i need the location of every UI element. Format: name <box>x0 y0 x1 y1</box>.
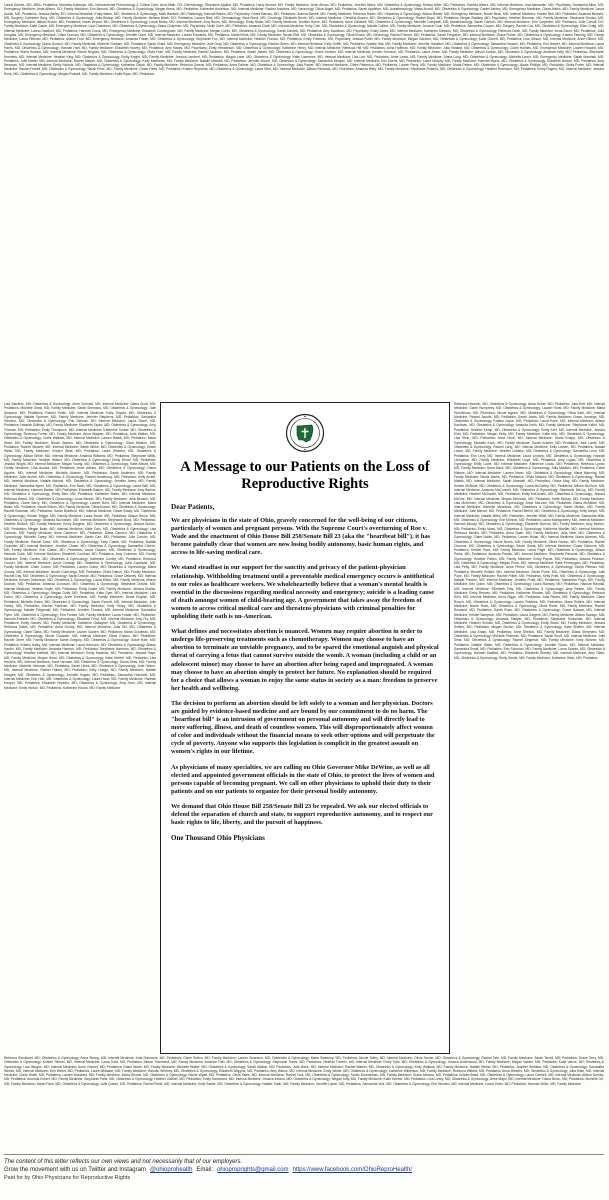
footer-email-label: Email: <box>196 1167 214 1173</box>
email-link[interactable]: ohioproprights@gmail.com <box>217 1167 289 1173</box>
letter-salutation: Dear Patients, <box>171 503 215 511</box>
page-footer <box>4 1154 604 1196</box>
open-letter-panel <box>160 402 450 1054</box>
physician-list-top: Laurel Admire, MD, MBA; Pediatrics; Marcella Adewoye, MD; Interventional Pulmonology & Critical Care; Azra Aftab, DO; Dermatology; Stephanie Aguilar, MD; Pediatrics; Harry Ahmad, MD; Family Medicine; Amin Ahsan, MD; Pediatrics; Jennifer Akers, MD; Obstetrics & Gynecology; Kelsey Alber, MD; Pediatrics; Patricia Albers, MD; Internal Medicine; Lisa Alexander, MD; Psychiatry; Samantha Allen, MD; Emergency Medicine; Anna Allison, DO; Family Medicine; Erin Almond, MD; Obstetrics & Gynecology; Megan Amos, MD; Pediatrics; Katherine Anderson, MD; Internal Medicine; Rachel Andrews, MD; Neurology; Olivia Angel, MD; Pediatrics; Sarah Appleton, MD; Anesthesiology; Maria Arnold, MD; Obstetrics & Gynecology; Daniel Ashley, MD; Emergency Medicine; Claire Atkins, MD; Family Medicine; Laura Austin, MD; Pediatrics; Jessica Bailey, DO; Internal Medicine; Emily Baker, MD; Obstetrics & Gynecology; Mark Baldwin, MD; Radiology; Hannah Banks, MD; Psychiatry; Grace Barnes, MD; Pediatrics; Joanna Barrett, MD; Family Medicine; Rebecca Bauer, MD; Obstetrics & Gynecology; Allison Baxter, MD; Emergency Medicine; Nicole Beck, MD; Internal Medicine; Kristen Bell, MD; Pediatrics; Amanda Bennett, MD; Surgery; Catherine Berg, MD; Obstetrics & Gynecology; Julia Bishop, MD; Family Medicine; Melissa Black, DO; Pediatrics; Lauren Blair, MD; Dermatology; Sara Bond, MD; Oncology; Elizabeth Booth, MD; Internal Medicine; Christina Bowen, MD; Obstetrics & Gynecology; Rachel Boyd, MD; Pediatrics; Megan Bradley, MD; Psychiatry; Heather Brennan, MD; Family Medicine; Stephanie Brooks, MD; Emergency Medicine; Allison Brown, MD; Pediatrics; Karen Bryant, MD; Obstetrics & Gynecology; Laura Burke, MD; Internal Medicine; Amy Burns, MD; Neurology; Emily Butler, MD; Family Medicine; Jennifer Byrne, MD; Pediatrics; Anne Caldwell, MD; Obstetrics & Gynecology; Michelle Campbell, MD; Anesthesiology; Sarah Carlson, MD; Internal Medicine; Erin Carpenter, MD; Pediatrics; Julie Carroll, DO; Family Medicine; Katie Carter, MD; Emergency Medicine; Lisa Chambers, MD; Obstetrics & Gynecology; Diana Chapman, MD; Psychiatry; Molly Chen, MD; Pediatrics; Amanda Clark, MD; Internal Medicine; Kelly Cole, MD; Obstetrics & Gynecology; Natalie Collins, MD; Family Medicine; Jessica Cook, MD; Pediatrics; Samantha Cooper, MD; Surgery; Rachel Cox, MD; Obstetrics & Gynecology; Ellen Craig, MD; Internal Medicine; Laura Crawford, MD; Pediatrics; Hannah Cross, MD; Emergency Medicine; Elizabeth Cunningham, MD; Family Medicine; Megan Curtis, MD; Obstetrics & Gynecology; Sarah Daniels, MD; Pediatrics; Amy Davidson, MD; Psychiatry; Emily Davis, MD; Internal Medicine; Katherine Dawson, MD; Obstetrics & Gynecology; Rebecca Dean, MD; Family Medicine; Anna Dixon, MD; Pediatrics; Julia Douglas, MD; Emergency Medicine; Claire Duncan, MD; Obstetrics & Gynecology; Jennifer Dunn, MD; Internal Medicine; Lauren Edwards, MD; Pediatrics; Maria Elliott, MD; Family Medicine; Nicole Ellis, MD; Obstetrics & Gynecology; Olivia Evans, MD; Neurology; Rachel Farmer, MD; Pediatrics; Sarah Ferguson, MD; Internal Medicine; Grace Fisher, MD; Obstetrics & Gynecology; Kristen Fleming, MD; Family Medicine; Laura Fletcher, MD; Pediatrics; Allison Ford, MD; Emergency Medicine; Amanda Foster, MD; Obstetrics & Gynecology; Stephanie Fox, MD; Internal Medicine; Heather Francis, MD; Pediatrics; Emily Freeman, MD; Psychiatry; Jessica Fuller, MD; Family Medicine; Megan Gardner, MD; Obstetrics & Gynecology; Katie Garrett, MD; Pediatrics; Lisa Gibson, MD; Internal Medicine; Anne Gilbert, MD; Obstetrics & Gynecology; Diana Gordon, MD; Family Medicine; Michelle Graham, MD; Pediatrics; Sarah Grant, MD; Emergency Medicine; Julie Gray, MD; Obstetrics & Gynecology; Rachel Green, MD; Internal Medicine; Kelly Griffin, MD; Pediatrics; Natalie Hall, MD; Family Medicine; Jennifer Hamilton, MD; Obstetrics & Gynecology; Samantha Hansen, MD; Pediatrics; Erin Harper, MD; Internal Medicine; Laura Harris, MD; Obstetrics & Gynecology; Hannah Hart, MD; Family Medicine; Elizabeth Harvey, MD; Pediatrics; Amy Hayes, MD; Psychiatry; Emily Henderson, MD; Obstetrics & Gynecology; Katherine Henry, MD; Internal Medicine; Rebecca Hill, MD; Pediatrics; Anna Hoffman, MD; Family Medicine; Julia Holland, MD; Obstetrics & Gynecology; Claire Holmes, MD; Emergency Medicine; Lauren Howard, MD; Pediatrics; Maria Hudson, MD; Internal Medicine; Nicole Hughes, MD; Obstetrics & Gynecology; Olivia Hunt, MD; Family Medicine; Rachel Jackson, MD; Pediatrics; Sarah James, MD; Obstetrics & Gynecology; Grace Jenkins, MD; Internal Medicine; Kristen Johnson, MD; Pediatrics; Laura Jones, MD; Family Medicine; Allison Jordan, MD; Obstetrics & Gynecology; Amanda Kelly, MD; Pediatrics; Stephanie Kennedy, MD; Internal Medicine; Heather King, MD; Obstetrics & Gynecology; Emily Knight, MD; Family Medicine; Jessica Lambert, MD; Pediatrics; Megan Lane, MD; Obstetrics & Gynecology; Katie Lawrence, MD; Internal Medicine; Lisa Lee, MD; Pediatrics; Anne Lewis, MD; Family Medicine; Diana Long, MD; Obstetrics & Gynecology; Michelle Lynch, MD; Emergency Medicine; Sarah Marshall, MD; Pediatrics; Julie Martin, MD; Internal Medicine; Rachel Mason, MD; Obstetrics & Gynecology; Kelly Matthews, MD; Family Medicine; Natalie Mitchell, MD; Pediatrics; Jennifer Moore, MD; Obstetrics & Gynecology; Samantha Morgan, MD; Internal Medicine; Erin Morris, MD; Pediatrics; Laura Murphy, MD; Family Medicine; Hannah Myers, MD; Obstetrics & Gynecology; Elizabeth Nelson, MD; Pediatrics; Amy Newman, MD; Internal Medicine; Emily Nichols, MD; Obstetrics & Gynecology; Katherine Olson, MD; Family Medicine; Rebecca Owens, MD; Pediatrics; Anna Palmer, MD; Obstetrics & Gynecology; Julia Parker, MD; Internal Medicine; Claire Patterson, MD; Pediatrics; Lauren Perry, MD; Family Medicine; Maria Peters, MD; Obstetrics & Gynecology; Nicole Phillips, MD; Pediatrics; Olivia Porter, MD; Internal Medicine; Rachel Powell, MD; Obstetrics & Gynecology; Sarah Price, MD; Family Medicine; Grace Reed, MD; Pediatrics; Kristen Reynolds, MD; Obstetrics & Gynecology; Laura Rice, MD; Internal Medicine; Allison Richards, MD; Pediatrics; Amanda Riley, MD; Family Medicine; Stephanie Roberts, MD; Obstetrics & Gynecology; Heather Robinson, MD; Pediatrics; Emily Rogers, MD; Internal Medicine; Jessica Ross, MD; Obstetrics & Gynecology; Megan Russell, MD; Family Medicine; Katie Ryan, MD; Pediatrics <box>4 3 604 76</box>
footer-social-links <box>4 1166 604 1174</box>
footer-paid-for: Paid for by Ohio Physicians for Reproductive Rights <box>4 1175 131 1181</box>
letter-headline: A Message to our Patients on the Loss of Reproductive Rights <box>180 459 430 492</box>
letter-paragraph: As physicians of many specialties, we are calling on Ohio Governor Mike DeWine, as well as all elected and appointed government officials in the state of Ohio, to protect the lives of women and persons capable of becoming pregnant. We call on other physicians to uphold their duty to their patients and on our patients to organize for their personal bodily autonomy. <box>171 763 435 795</box>
letter-paragraph: The decision to perform an abortion should be left solely to a woman and her physician. Doctors are guided by evidence-based medicine and are bound by our commitment to do no harm. The "heartbeat bill" is an intrusion of government on personal autonomy and will directly lead to more suffering, illness, and death of countless women. This will disproportionately affect women of color and individuals without the financial means to seek other options and will perpetuate the cycle of poverty. Anyone who supports this legislation is complicit in the greatest assault on women's rights in our lifetime. <box>171 699 435 756</box>
facebook-link[interactable]: https://www.facebook.com/OhioReproHealth/ <box>292 1167 412 1173</box>
footer-grow-text: Grow the movement with us on Twitter and Instagram <box>4 1167 146 1173</box>
ohio-physicians-logo-icon <box>285 413 325 453</box>
physician-list-bottom: Rebecca Strickland, MD; Obstetrics & Gynecology; Anna Strong, MD; Internal Medicine; Julia Summers, MD; Pediatrics; Claire Sutton, MD; Family Medicine; Lauren Swanson, MD; Obstetrics & Gynecology; Maria Sweeney, MD; Pediatrics; Nicole Talley, MD; Internal Medicine; Olivia Tanner, MD; Obstetrics & Gynecology; Rachel Tate, MD; Family Medicine; Sarah Terrell, MD; Pediatrics; Grace Terry, MD; Obstetrics & Gynecology; Kristen Tillman, MD; Internal Medicine; Laura Todd, MD; Pediatrics; Allison Townsend, MD; Family Medicine; Amanda Tran, MD; Obstetrics & Gynecology; Stephanie Travis, MD; Pediatrics; Heather Trevino, MD; Internal Medicine; Emily Tyler, MD; Obstetrics & Gynecology; Jessica Underwood, MD; Family Medicine; Megan Valdez, MD; Pediatrics; Katie Vance, MD; Obstetrics & Gynecology; Lisa Vaughn, MD; Internal Medicine; Anne Vincent, MD; Pediatrics; Diana Wade, MD; Family Medicine; Michelle Walter, MD; Obstetrics & Gynecology; Sarah Walton, MD; Pediatrics; Julie Ware, MD; Internal Medicine; Rachel Waters, MD; Obstetrics & Gynecology; Kelly Watkins, MD; Family Medicine; Natalie Weber, MD; Pediatrics; Jennifer Webster, MD; Obstetrics & Gynecology; Samantha Weeks, MD; Internal Medicine; Erin Welch, MD; Pediatrics; Laura Whitaker, MD; Family Medicine; Hannah Whitney, MD; Obstetrics & Gynecology; Elizabeth Wiggins, MD; Pediatrics; Amy Wilcox, MD; Internal Medicine; Emily Wilder, MD; Obstetrics & Gynecology; Katherine Wilkerson, MD; Family Medicine; Rebecca Wilkins, MD; Pediatrics; Anna Winters, MD; Obstetrics & Gynecology; Julia Wise, MD; Internal Medicine; Claire Wolfe, MD; Pediatrics; Lauren Woodard, MD; Family Medicine; Maria Woods, MD; Obstetrics & Gynecology; Nicole Wyatt, MD; Pediatrics; Olivia Yates, MD; Internal Medicine; Rachel York, MD; Obstetrics & Gynecology; Sarah Zimmerman, MD; Family Medicine; Grace Abrams, MD; Pediatrics; Kristen Baird, MD; Obstetrics & Gynecology; Laura Cantrell, MD; Internal Medicine; Allison Dorsey, MD; Pediatrics; Amanda Eckert, MD; Family Medicine; Stephanie Faris, MD; Obstetrics & Gynecology; Heather Gaither, MD; Pediatrics; Emily Hammond, MD; Internal Medicine; Jessica Ireland, MD; Obstetrics & Gynecology; Megan Jolly, MD; Family Medicine; Katie Keener, MD; Pediatrics; Lisa Lowry, MD; Obstetrics & Gynecology; Anne Mayo, MD; Internal Medicine; Diana Nixon, MD; Pediatrics; Michelle Orr, MD; Family Medicine; Sarah Pack, MD; Obstetrics & Gynecology; Julie Queen, MD; Pediatrics; Rachel Redd, MD; Internal Medicine; Kelly Sadler, MD; Obstetrics & Gynecology; Natalie Tobin, MD; Family Medicine; Jennifer Upton, MD; Pediatrics; Samantha Vick, MD; Obstetrics & Gynecology; Erin Wooten, MD; Internal Medicine; Laura Yoder, MD; Pediatrics; Hannah Zeller, MD; Family Medicine <box>4 1056 604 1086</box>
footer-disclaimer: The content of this letter reflects our own views and not necessarily that of our employers. <box>4 1159 243 1165</box>
twitter-handle-link[interactable]: @ohioprohealth <box>149 1167 193 1173</box>
letter-signature: One Thousand Ohio Physicians <box>171 834 265 843</box>
physician-list-left: Lisa Sanders, MD; Obstetrics & Gynecology; Anne Schmidt, MD; Internal Medicine; Diana Scott, MD; Pediatrics; Michelle Shaw, MD; Family Medicine; Sarah Simmons, MD; Obstetrics & Gynecology; Julie Simpson, MD; Pediatrics; Rachel Smith, MD; Internal Medicine; Kelly Snyder, MD; Obstetrics & Gynecology; Natalie Spencer, MD; Family Medicine; Jennifer Stephens, MD; Pediatrics; Samantha Stevens, MD; Obstetrics & Gynecology; Erin Stewart, MD; Internal Medicine; Laura Stone, MD; Pediatrics; Hannah Sullivan, MD; Family Medicine; Elizabeth Taylor, MD; Obstetrics & Gynecology; Amy Thomas, MD; Pediatrics; Emily Thompson, MD; Internal Medicine; Katherine Tucker, MD; Obstetrics & Gynecology; Rebecca Turner, MD; Family Medicine; Anna Wagner, MD; Pediatrics; Julia Walker, MD; Obstetrics & Gynecology; Claire Wallace, MD; Internal Medicine; Lauren Walsh, MD; Pediatrics; Maria Ward, MD; Family Medicine; Nicole Warren, MD; Obstetrics & Gynecology; Olivia Watson, MD; Pediatrics; Rachel Weaver, MD; Internal Medicine; Sarah Webb, MD; Obstetrics & Gynecology; Grace Wells, MD; Family Medicine; Kristen West, MD; Pediatrics; Laura Wheeler, MD; Obstetrics & Gynecology; Allison White, MD; Internal Medicine; Amanda Williams, MD; Pediatrics; Stephanie Willis, MD; Family Medicine; Heather Wilson, MD; Obstetrics & Gynecology; Emily Wood, MD; Pediatrics; Jessica Wright, MD; Internal Medicine; Megan Young, MD; Obstetrics & Gynecology; Katie Abbott, MD; Family Medicine; Lisa Acosta, MD; Pediatrics; Anne Adkins, MD; Obstetrics & Gynecology; Diana Aguirre, MD; Internal Medicine; Michelle Alvarez, MD; Pediatrics; Sarah Andersen, MD; Family Medicine; Julie Archer, MD; Obstetrics & Gynecology; Rachel Armstrong, MD; Pediatrics; Kelly Arnett, MD; Internal Medicine; Natalie Atwood, MD; Obstetrics & Gynecology; Jennifer Avery, MD; Family Medicine; Samantha Ayers, MD; Pediatrics; Erin Bach, MD; Obstetrics & Gynecology; Laura Ball, MD; Internal Medicine; Hannah Barber, MD; Pediatrics; Elizabeth Barker, MD; Family Medicine; Amy Barlow, MD; Obstetrics & Gynecology; Emily Barr, MD; Pediatrics; Katherine Bates, MD; Internal Medicine; Rebecca Beard, MD; Obstetrics & Gynecology; Anna Becker, MD; Family Medicine; Julia Benson, MD; Pediatrics; Claire Berry, MD; Obstetrics & Gynecology; Lauren Best, MD; Internal Medicine; Maria Blake, MD; Pediatrics; Nicole Bolton, MD; Family Medicine; Olivia Boone, MD; Obstetrics & Gynecology; Rachel Bowman, MD; Pediatrics; Sarah Bradford, MD; Internal Medicine; Grace Brady, MD; Obstetrics & Gynecology; Kristen Briggs, MD; Family Medicine; Laura Brock, MD; Pediatrics; Allison Bruce, MD; Obstetrics & Gynecology; Amanda Buchanan, MD; Internal Medicine; Stephanie Buck, MD; Pediatrics; Heather Bullock, MD; Family Medicine; Emily Burgess, MD; Obstetrics & Gynecology; Jessica Burton, MD; Pediatrics; Megan Bush, MD; Internal Medicine; Katie Cain, MD; Obstetrics & Gynecology; Lisa Calhoun, MD; Family Medicine; Anne Cameron, MD; Pediatrics; Diana Cannon, MD; Obstetrics & Gynecology; Michelle Carey, MD; Internal Medicine; Sarah Carr, MD; Pediatrics; Julie Carson, MD; Family Medicine; Rachel Case, MD; Obstetrics & Gynecology; Kelly Castle, MD; Pediatrics; Natalie Chandler, MD; Internal Medicine; Jennifer Chase, MD; Obstetrics & Gynecology; Samantha Church, MD; Family Medicine; Erin Clarke, MD; Pediatrics; Laura Clayton, MD; Obstetrics & Gynecology; Hannah Cobb, MD; Internal Medicine; Elizabeth Cochran, MD; Pediatrics; Amy Coleman, MD; Family Medicine; Emily Combs, MD; Obstetrics & Gynecology; Katherine Conley, MD; Pediatrics; Rebecca Conner, MD; Internal Medicine; Anna Conway, MD; Obstetrics & Gynecology; Julia Copeland, MD; Family Medicine; Claire Cotton, MD; Pediatrics; Lauren Crane, MD; Obstetrics & Gynecology; Maria Crosby, MD; Internal Medicine; Nicole Cummings, MD; Pediatrics; Olivia Dalton, MD; Family Medicine; Rachel Day, MD; Obstetrics & Gynecology; Sarah Decker, MD; Pediatrics; Grace Delaney, MD; Internal Medicine; Kristen Dickerson, MD; Obstetrics & Gynecology; Laura Dillon, MD; Family Medicine; Allison Dodson, MD; Pediatrics; Amanda Donovan, MD; Obstetrics & Gynecology; Stephanie Downs, MD; Internal Medicine; Heather Doyle, MD; Pediatrics; Emily Drake, MD; Family Medicine; Jessica Dudley, MD; Obstetrics & Gynecology; Megan Duffy, MD; Pediatrics; Katie Dyer, MD; Internal Medicine; Lisa Eaton, MD; Obstetrics & Gynecology; Anne Emerson, MD; Family Medicine; Diana English, MD; Pediatrics; Michelle Estes, MD; Obstetrics & Gynecology; Sarah Everett, MD; Internal Medicine; Julie Farley, MD; Pediatrics; Rachel Faulkner, MD; Family Medicine; Kelly Finley, MD; Obstetrics & Gynecology; Natalie Fitzgerald, MD; Pediatrics; Jennifer Flowers, MD; Internal Medicine; Samantha Flynn, MD; Obstetrics & Gynecology; Erin Forbes, MD; Family Medicine; Laura Fowler, MD; Pediatrics; Hannah Franklin, MD; Obstetrics & Gynecology; Elizabeth Frost, MD; Internal Medicine; Amy Fry, MD; Pediatrics; Emily Gaines, MD; Family Medicine; Katherine Gallagher, MD; Obstetrics & Gynecology; Rebecca Gates, MD; Pediatrics; Anna Gentry, MD; Internal Medicine; Julia Gill, MD; Obstetrics & Gynecology; Claire Glass, MD; Family Medicine; Lauren Golden, MD; Pediatrics; Maria Goodman, MD; Obstetrics & Gynecology; Nicole Goodwin, MD; Internal Medicine; Olivia Graves, MD; Pediatrics; Rachel Greer, MD; Family Medicine; Sarah Gregory, MD; Obstetrics & Gynecology; Grace Hale, MD; Pediatrics; Kristen Haley, MD; Internal Medicine; Laura Hancock, MD; Obstetrics & Gynecology; Allison Hardin, MD; Family Medicine; Amanda Harmon, MD; Pediatrics; Stephanie Hartman, MD; Obstetrics & Gynecology; Heather Hatfield, MD; Internal Medicine; Emily Hawkins, MD; Pediatrics; Jessica Hays, MD; Family Medicine; Megan Head, MD; Obstetrics & Gynecology; Katie Hebert, MD; Pediatrics; Lisa Hendrix, MD; Internal Medicine; Anne Herman, MD; Obstetrics & Gynecology; Diana Hess, MD; Family Medicine; Michelle Hickman, MD; Pediatrics; Sarah Hicks, MD; Obstetrics & Gynecology; Julie Hinton, MD; Internal Medicine; Rachel Hobbs, MD; Pediatrics; Kelly Hodge, MD; Family Medicine; Natalie Hodges, MD; Obstetrics & Gynecology; Jennifer Hogan, MD; Pediatrics; Samantha Holcomb, MD; Internal Medicine; Erin Holt, MD; Obstetrics & Gynecology; Laura Hood, MD; Family Medicine; Hannah Hooper, MD; Pediatrics; Elizabeth Hopkins, MD; Obstetrics & Gynecology; Amy Horn, MD; Internal Medicine; Emily Horton, MD; Pediatrics; Katherine House, MD; Family Medicine <box>4 402 156 690</box>
letter-paragraph: We demand that Ohio House Bill 258/Senate Bill 23 be repealed. We ask our elected officials to defend the separation of church and state, to support reproductive autonomy, and to respect our basic rights to life, liberty, and the pursuit of happiness. <box>171 802 433 827</box>
letter-paragraph: We stand steadfast in our support for the sanctity and privacy of the patient-physician relationship. Withholding treatment until a preventable medical emergency occurs is antithetical to our roles as healthcare workers. We wholeheartedly believe that a woman's mental health is essential in the discussions regarding medical necessity and emergency; suicide is a leading cause of death amongst women of child-bearing age. A government that takes away the freedom of women to access critical medical care and threatens physicians with criminal penalties for upholding their oath is un-American. <box>171 564 435 621</box>
physician-list-right: Rebecca Houston, MD; Obstetrics & Gynecology; Anna Huber, MD; Pediatrics; Julia Huff, MD; Internal Medicine; Claire Humphrey, MD; Obstetrics & Gynecology; Lauren Hurst, MD; Family Medicine; Maria Hutchinson, MD; Pediatrics; Nicole Ingram, MD; Obstetrics & Gynecology; Olivia Irwin, MD; Internal Medicine; Rachel Jacobs, MD; Pediatrics; Sarah Jarvis, MD; Family Medicine; Grace Jennings, MD; Obstetrics & Gynecology; Kristen Joyce, MD; Pediatrics; Laura Kane, MD; Internal Medicine; Allison Kaufman, MD; Obstetrics & Gynecology; Amanda Keith, MD; Family Medicine; Stephanie Keller, MD; Pediatrics; Heather Kemp, MD; Obstetrics & Gynecology; Emily Kerr, MD; Internal Medicine; Jessica Kidd, MD; Pediatrics; Megan Kirby, MD; Family Medicine; Katie Kirk, MD; Obstetrics & Gynecology; Lisa Klein, MD; Pediatrics; Anne Kline, MD; Internal Medicine; Diana Knapp, MD; Obstetrics & Gynecology; Michelle Koch, MD; Family Medicine; Sarah Kramer, MD; Pediatrics; Julie Lamb, MD; Obstetrics & Gynecology; Rachel Lang, MD; Internal Medicine; Kelly Larsen, MD; Pediatrics; Natalie Leach, MD; Family Medicine; Jennifer Leblanc, MD; Obstetrics & Gynecology; Samantha Leon, MD; Pediatrics; Erin Levy, MD; Internal Medicine; Laura Lindsey, MD; Obstetrics & Gynecology; Hannah Livingston, MD; Family Medicine; Elizabeth Lloyd, MD; Pediatrics; Amy Logan, MD; Obstetrics & Gynecology; Emily Lowe, MD; Internal Medicine; Katherine Lucas, MD; Pediatrics; Rebecca Lyons, MD; Family Medicine; Anna Mack, MD; Obstetrics & Gynecology; Julia Maddox, MD; Pediatrics; Claire Malone, MD; Internal Medicine; Lauren Mann, MD; Obstetrics & Gynecology; Maria Manning, MD; Family Medicine; Nicole Marks, MD; Pediatrics; Olivia Massey, MD; Obstetrics & Gynecology; Rachel Mathis, MD; Internal Medicine; Sarah Maxwell, MD; Pediatrics; Grace May, MD; Family Medicine; Kristen McBride, MD; Obstetrics & Gynecology; Laura McCarthy, MD; Pediatrics; Allison McClure, MD; Internal Medicine; Amanda McConnell, MD; Obstetrics & Gynecology; Stephanie McCoy, MD; Family Medicine; Heather McDaniel, MD; Pediatrics; Emily McDonald, MD; Obstetrics & Gynecology; Jessica McGee, MD; Internal Medicine; Megan McIntosh, MD; Pediatrics; Katie McKay, MD; Family Medicine; Lisa McKenzie, MD; Obstetrics & Gynecology; Anne McLean, MD; Pediatrics; Diana McMillan, MD; Internal Medicine; Michelle Meadows, MD; Obstetrics & Gynecology; Sarah Melton, MD; Family Medicine; Julie Mercer, MD; Pediatrics; Rachel Merrill, MD; Obstetrics & Gynecology; Kelly Meyer, MD; Internal Medicine; Natalie Miles, MD; Pediatrics; Jennifer Miller, MD; Family Medicine; Samantha Mills, MD; Obstetrics & Gynecology; Erin Monroe, MD; Pediatrics; Laura Montgomery, MD; Internal Medicine; Hannah Moody, MD; Obstetrics & Gynecology; Elizabeth Morrow, MD; Family Medicine; Amy Morton, MD; Pediatrics; Emily Moss, MD; Obstetrics & Gynecology; Katherine Mueller, MD; Internal Medicine; Rebecca Mullins, MD; Pediatrics; Anna Nash, MD; Family Medicine; Julia Neal, MD; Obstetrics & Gynecology; Claire Noble, MD; Pediatrics; Lauren Nolan, MD; Internal Medicine; Maria Norman, MD; Obstetrics & Gynecology; Nicole Norris, MD; Family Medicine; Olivia Norton, MD; Pediatrics; Rachel Oconnor, MD; Obstetrics & Gynecology; Sarah Oneal, MD; Internal Medicine; Grace Osborne, MD; Pediatrics; Kristen Pace, MD; Family Medicine; Laura Page, MD; Obstetrics & Gynecology; Allison Parks, MD; Pediatrics; Amanda Parrish, MD; Internal Medicine; Stephanie Parsons, MD; Obstetrics & Gynecology; Heather Patton, MD; Family Medicine; Emily Payne, MD; Pediatrics; Jessica Pearson, MD; Obstetrics & Gynecology; Megan Pena, MD; Internal Medicine; Katie Pennington, MD; Pediatrics; Lisa Petty, MD; Family Medicine; Anne Pierce, MD; Obstetrics & Gynecology; Diana Pittman, MD; Pediatrics; Michelle Pollard, MD; Internal Medicine; Sarah Poole, MD; Obstetrics & Gynecology; Julie Pope, MD; Family Medicine; Rachel Potter, MD; Pediatrics; Kelly Pratt, MD; Obstetrics & Gynecology; Natalie Preston, MD; Internal Medicine; Jennifer Pruitt, MD; Pediatrics; Samantha Pugh, MD; Family Medicine; Erin Quinn, MD; Obstetrics & Gynecology; Laura Ramsey, MD; Pediatrics; Hannah Randall, MD; Internal Medicine; Elizabeth Ray, MD; Obstetrics & Gynecology; Amy Reese, MD; Family Medicine; Emily Reeves, MD; Pediatrics; Katherine Rhodes, MD; Obstetrics & Gynecology; Rebecca Rich, MD; Internal Medicine; Anna Riggs, MD; Pediatrics; Julia Rivers, MD; Family Medicine; Claire Roach, MD; Obstetrics & Gynecology; Lauren Robbins, MD; Pediatrics; Maria Rollins, MD; Internal Medicine; Nicole Rose, MD; Obstetrics & Gynecology; Olivia Rowe, MD; Family Medicine; Rachel Rowland, MD; Pediatrics; Sarah Rush, MD; Obstetrics & Gynecology; Grace Salazar, MD; Internal Medicine; Kristen Sampson, MD; Pediatrics; Laura Sargent, MD; Family Medicine; Allison Savage, MD; Obstetrics & Gynecology; Amanda Sawyer, MD; Pediatrics; Stephanie Schneider, MD; Internal Medicine; Heather Schultz, MD; Obstetrics & Gynecology; Emily Sears, MD; Family Medicine; Jessica Sellers, MD; Pediatrics; Megan Sexton, MD; Obstetrics & Gynecology; Katie Shaffer, MD; Internal Medicine; Lisa Sharp, MD; Pediatrics; Anne Shelton, MD; Family Medicine; Diana Shepherd, MD; Obstetrics & Gynecology; Michelle Sherman, MD; Pediatrics; Sarah Short, MD; Internal Medicine; Julie Sims, MD; Obstetrics & Gynecology; Rachel Singleton, MD; Family Medicine; Kelly Skinner, MD; Pediatrics; Natalie Slater, MD; Obstetrics & Gynecology; Jennifer Sloan, MD; Internal Medicine; Samantha Small, MD; Pediatrics; Erin Solomon, MD; Family Medicine; Laura Sparks, MD; Obstetrics & Gynecology; Hannah Stafford, MD; Pediatrics; Elizabeth Stanley, MD; Internal Medicine; Amy Stark, MD; Obstetrics & Gynecology; Emily Steele, MD; Family Medicine; Katherine Stein, MD; Pediatrics <box>454 402 605 660</box>
letter-paragraph: What defines and necessitates abortion is nuanced. Women may require abortion in order to undergo life-preserving treatments such as chemotherapy. Women may choose to have an abortion to terminate an unviable pregnancy, and to be spared the emotional anguish and physical threat of carrying a fetus that cannot survive outside the womb. A woman (including a child or an adolescent minor) may choose to have an abortion after being raped and impregnated. A woman may choose to have an abortion simply to protect her future. No explanation should be required for a choice that allows a woman to enjoy the same status in society as a man: freedom to preserve her health and wellbeing. <box>171 628 439 692</box>
letter-paragraph: We are physicians in the state of Ohio, gravely concerned for the well-being of our citizens, particularly of women and pregnant persons. With the Supreme Court's overturning of Roe v. Wade and the enactment of Ohio House Bill 258/Senate Bill 23 (aka the "heartbeat bill"), it has become painfully clear that women are now losing bodily autonomy, basic human rights, and access to life-saving medical care. <box>171 517 430 557</box>
